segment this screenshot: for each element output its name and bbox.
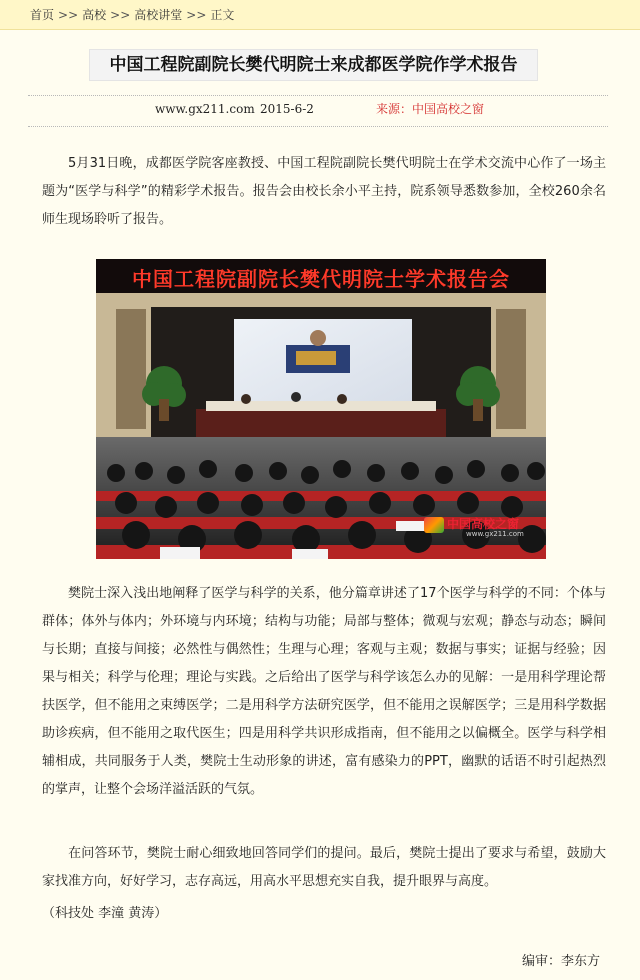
paragraph-text: 在问答环节，樊院士耐心细致地回答同学们的提问。最后，樊院士提出了要求与希望，鼓励大家找准方向，好好学习，志存高远，用高水平思想充实自我，提升眼界与高度。 (42, 846, 606, 889)
paragraph-text: 5月31日晚，成都医学院客座教授、中国工程院副院长樊代明院士在学术交流中心作了一场主题为“医学与科学”的精彩学术报告。报告会由校长余小平主持，院系领导悉数参加，全校260余名师生现场聆听了报告。 (42, 156, 606, 227)
breadcrumb-home-link[interactable]: 首页 (30, 8, 55, 22)
breadcrumb-level1-link[interactable]: 高校 (82, 8, 107, 22)
breadcrumb-current: 正文 (210, 8, 235, 22)
site-url: www.gx211.com (155, 102, 255, 116)
article-paragraph (42, 580, 606, 804)
breadcrumb-separator: >> (110, 8, 131, 22)
article-paragraph (42, 150, 606, 234)
lecture-photo (96, 259, 546, 559)
lecture-photo-illustration (96, 259, 546, 559)
photo-watermark (424, 515, 536, 538)
publish-date: 2015-6-2 (260, 102, 314, 116)
paragraph-text: 樊院士深入浅出地阐释了医学与科学的关系，他分篇章讲述了17个医学与科学的不同：个体与群体；体外与体内；外环境与内环境；结构与功能；局部与整体；微观与宏观；静态与动态；瞬间与长期；直接与间接；必然性与偶然性；生理与心理；客观与主观；数据与事实；证据与经验；因果与相关；科学与伦理；理论与实践。之后给出了医学与科学该怎么办的见解：一是用科学理论帮扶医学，但不能用之束缚医学；二是用科学方法研究医学，但不能用之误解医学；三是用科学数据助诊疾病，但不能用之取代医生；四是用科学共识形成指南，但不能用之以偏概全。医学与科学相辅相成，共同服务于人类，樊院士生动形象的讲述，富有感染力的PPT，幽默的话语不时引起热烈的掌声，让整个会场洋溢活跃的气氛。 (42, 586, 606, 797)
breadcrumb (0, 0, 640, 30)
breadcrumb-level2-link[interactable]: 高校讲堂 (134, 8, 183, 22)
divider (28, 95, 608, 96)
divider (28, 126, 608, 127)
article-meta (0, 100, 640, 118)
article-title: 中国工程院副院长樊代明院士来成都医学院作学术报告 (89, 49, 538, 81)
breadcrumb-separator: >> (58, 8, 79, 22)
lecture-banner: 中国工程院副院长樊代明院士学术报告会 (132, 267, 510, 291)
article-signature: （科技处 李潼 黄涛） (42, 906, 168, 921)
article-source: 来源：中国高校之窗 (376, 102, 485, 116)
breadcrumb-separator: >> (186, 8, 207, 22)
article-editor: 编审：李东方 (521, 954, 600, 969)
article-paragraph (42, 840, 606, 896)
gx211-logo-icon (424, 517, 444, 533)
watermark-url: www.gx211.com (466, 530, 524, 538)
watermark-text: 中国高校之窗 (447, 517, 520, 531)
